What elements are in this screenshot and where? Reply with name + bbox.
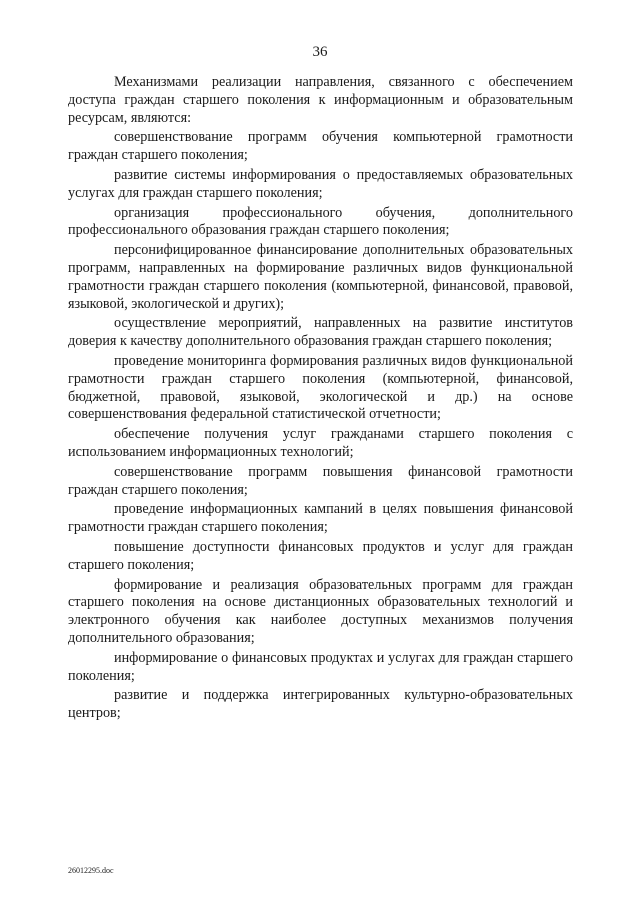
list-item-information-system: развитие системы информирования о предоставляемых образовательных услугах для граждан старшего поколения; (68, 166, 573, 201)
list-item-financial-products-access: повышение доступности финансовых продуктов и услуг для граждан старшего поколения; (68, 538, 573, 573)
list-item-personalized-financing: персонифицированное финансирование дополнительных образовательных программ, направленных на формирование различных видов функциональной грамотности граждан старшего поколения (компьютерной, финансовой, правовой, языковой, экологической и других); (68, 242, 573, 312)
list-item-computer-literacy: совершенствование программ обучения компьютерной грамотности граждан старшего поколения; (68, 129, 573, 164)
footer-filename: 26012295.doc (68, 866, 114, 875)
list-item-it-services: обеспечение получения услуг гражданами старшего поколения с использованием информационных технологий; (68, 426, 573, 460)
list-item-trust-institutions: осуществление мероприятий, направленных на развитие институтов доверия к качеству дополнительного образования граждан старшего поколения; (68, 315, 573, 350)
list-item-cultural-centers: развитие и поддержка интегрированных культурно-образовательных центров; (68, 687, 573, 722)
list-item-financial-information: информирование о финансовых продуктах и услугах для граждан старшего поколения; (68, 649, 573, 684)
document-body (68, 74, 573, 725)
intro-paragraph: Механизмами реализации направления, связанного с обеспечением доступа граждан старшего поколения к информационным и образовательным ресурсам, являются: (68, 74, 573, 126)
list-item-distance-learning: формирование и реализация образовательных программ для граждан старшего поколения на основе дистанционных образовательных технологий и электронного обучения как наиболее доступных механизмов получения дополнительного образования; (68, 576, 573, 646)
list-item-information-campaigns: проведение информационных кампаний в целях повышения финансовой грамотности граждан старшего поколения; (68, 501, 573, 536)
page-number: 36 (312, 44, 328, 60)
list-item-monitoring: проведение мониторинга формирования различных видов функциональной грамотности граждан старшего поколения (компьютерной, финансовой, бюджетной, правовой, языковой, экологической и др.) на основе совершенствования федеральной статистической отчетности; (68, 352, 573, 423)
list-item-financial-literacy-programs: совершенствование программ повышения финансовой грамотности граждан старшего поколения; (68, 463, 573, 498)
list-item-professional-training: организация профессионального обучения, дополнительного профессионального образования граждан старшего поколения; (68, 204, 573, 239)
